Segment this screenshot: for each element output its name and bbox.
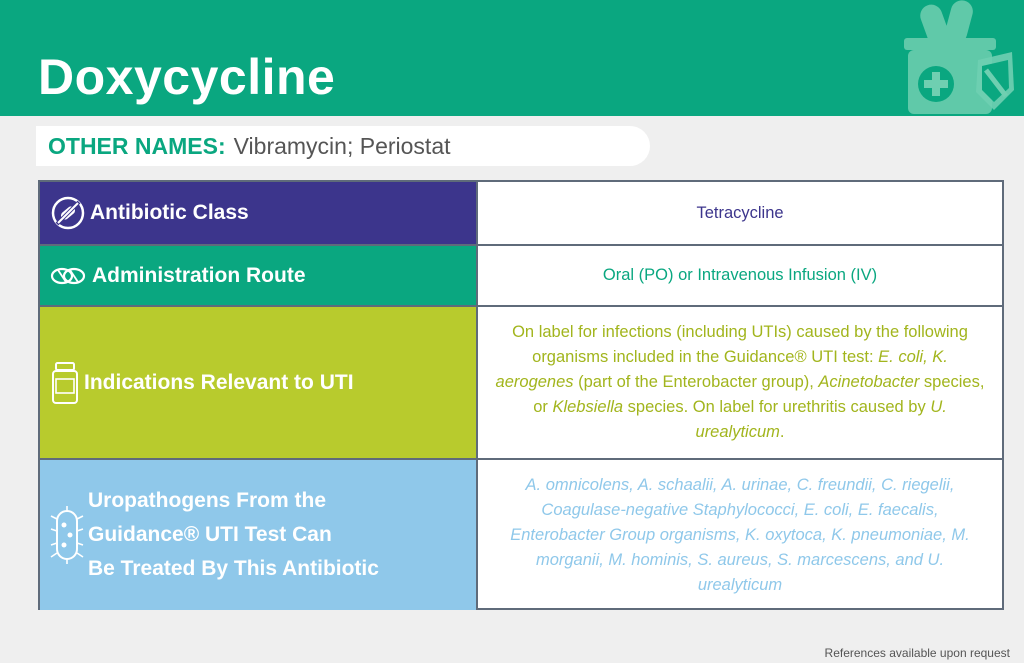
row-label-cell — [40, 182, 478, 244]
row-label-cell — [40, 307, 478, 458]
row-label — [88, 484, 379, 586]
row-label: Administration Route — [92, 263, 306, 287]
row-value: Oral (PO) or Intravenous Infusion (IV) — [602, 266, 878, 284]
references-note: References available upon request — [824, 646, 1010, 660]
table-row-antibiotic-class — [40, 182, 1002, 244]
tablets-icon — [50, 264, 88, 288]
row-value: Tetracycline — [696, 203, 784, 222]
row-label: Antibiotic Class — [90, 201, 249, 224]
indication-text-2: (part of the Enterobacter group), — [573, 373, 819, 391]
indication-text-5: . — [779, 423, 785, 441]
bacteria-icon — [50, 505, 84, 565]
other-names-value: Vibramycin; Periostat — [233, 132, 451, 159]
row-label-line: Guidance® UTI Test Can — [88, 523, 332, 546]
table-row-uropathogens — [40, 458, 1002, 610]
other-names-bar — [36, 126, 650, 166]
row-value-cell — [478, 307, 1002, 458]
table-row-indications — [40, 305, 1002, 458]
indication-organisms-1: E. coli, K. aerogenes — [495, 348, 948, 391]
drug-info-table — [38, 180, 1004, 610]
indication-organisms-2: Acinetobacter — [818, 373, 920, 391]
medicine-jar-icon — [896, 0, 1020, 116]
row-value: A. omnicolens, A. schaalii, A. urinae, C. freundii, C. riegelii, Coagulase-negative Staphylococci, E. coli, E. faecalis, Enterobacter Group organisms, K. oxytoca, K. pneumoniae, M. morganii, M. hominis, S. aureus, S. marcescens, and U. urealyticum — [510, 475, 970, 594]
row-label-line: Be Treated By This Antibiotic — [88, 557, 379, 580]
row-value — [492, 320, 988, 445]
row-label: Indications Relevant to UTI — [84, 370, 354, 394]
row-value-cell — [478, 460, 1002, 610]
indication-organisms-4: U. urealyticum — [695, 398, 947, 441]
indication-text-3: species, or — [533, 373, 985, 416]
table-row-administration-route — [40, 244, 1002, 305]
row-value-cell — [478, 246, 1002, 305]
no-pill-icon — [50, 195, 86, 231]
row-label-line: Uropathogens From the — [88, 489, 327, 512]
other-names-label: OTHER NAMES: — [48, 132, 226, 159]
header-banner — [0, 0, 1024, 116]
indication-text-1: On label for infections (including UTIs) caused by the following organisms included in the Guidance® UTI test: — [512, 323, 968, 366]
pill-bottle-icon — [50, 361, 80, 405]
row-label-cell — [40, 460, 478, 610]
row-label-cell — [40, 246, 478, 305]
page-title: Doxycycline — [38, 49, 336, 105]
indication-text-4: species. On label for urethritis caused by — [623, 398, 931, 416]
indication-organisms-3: Klebsiella — [552, 398, 624, 416]
row-value-cell — [478, 182, 1002, 244]
